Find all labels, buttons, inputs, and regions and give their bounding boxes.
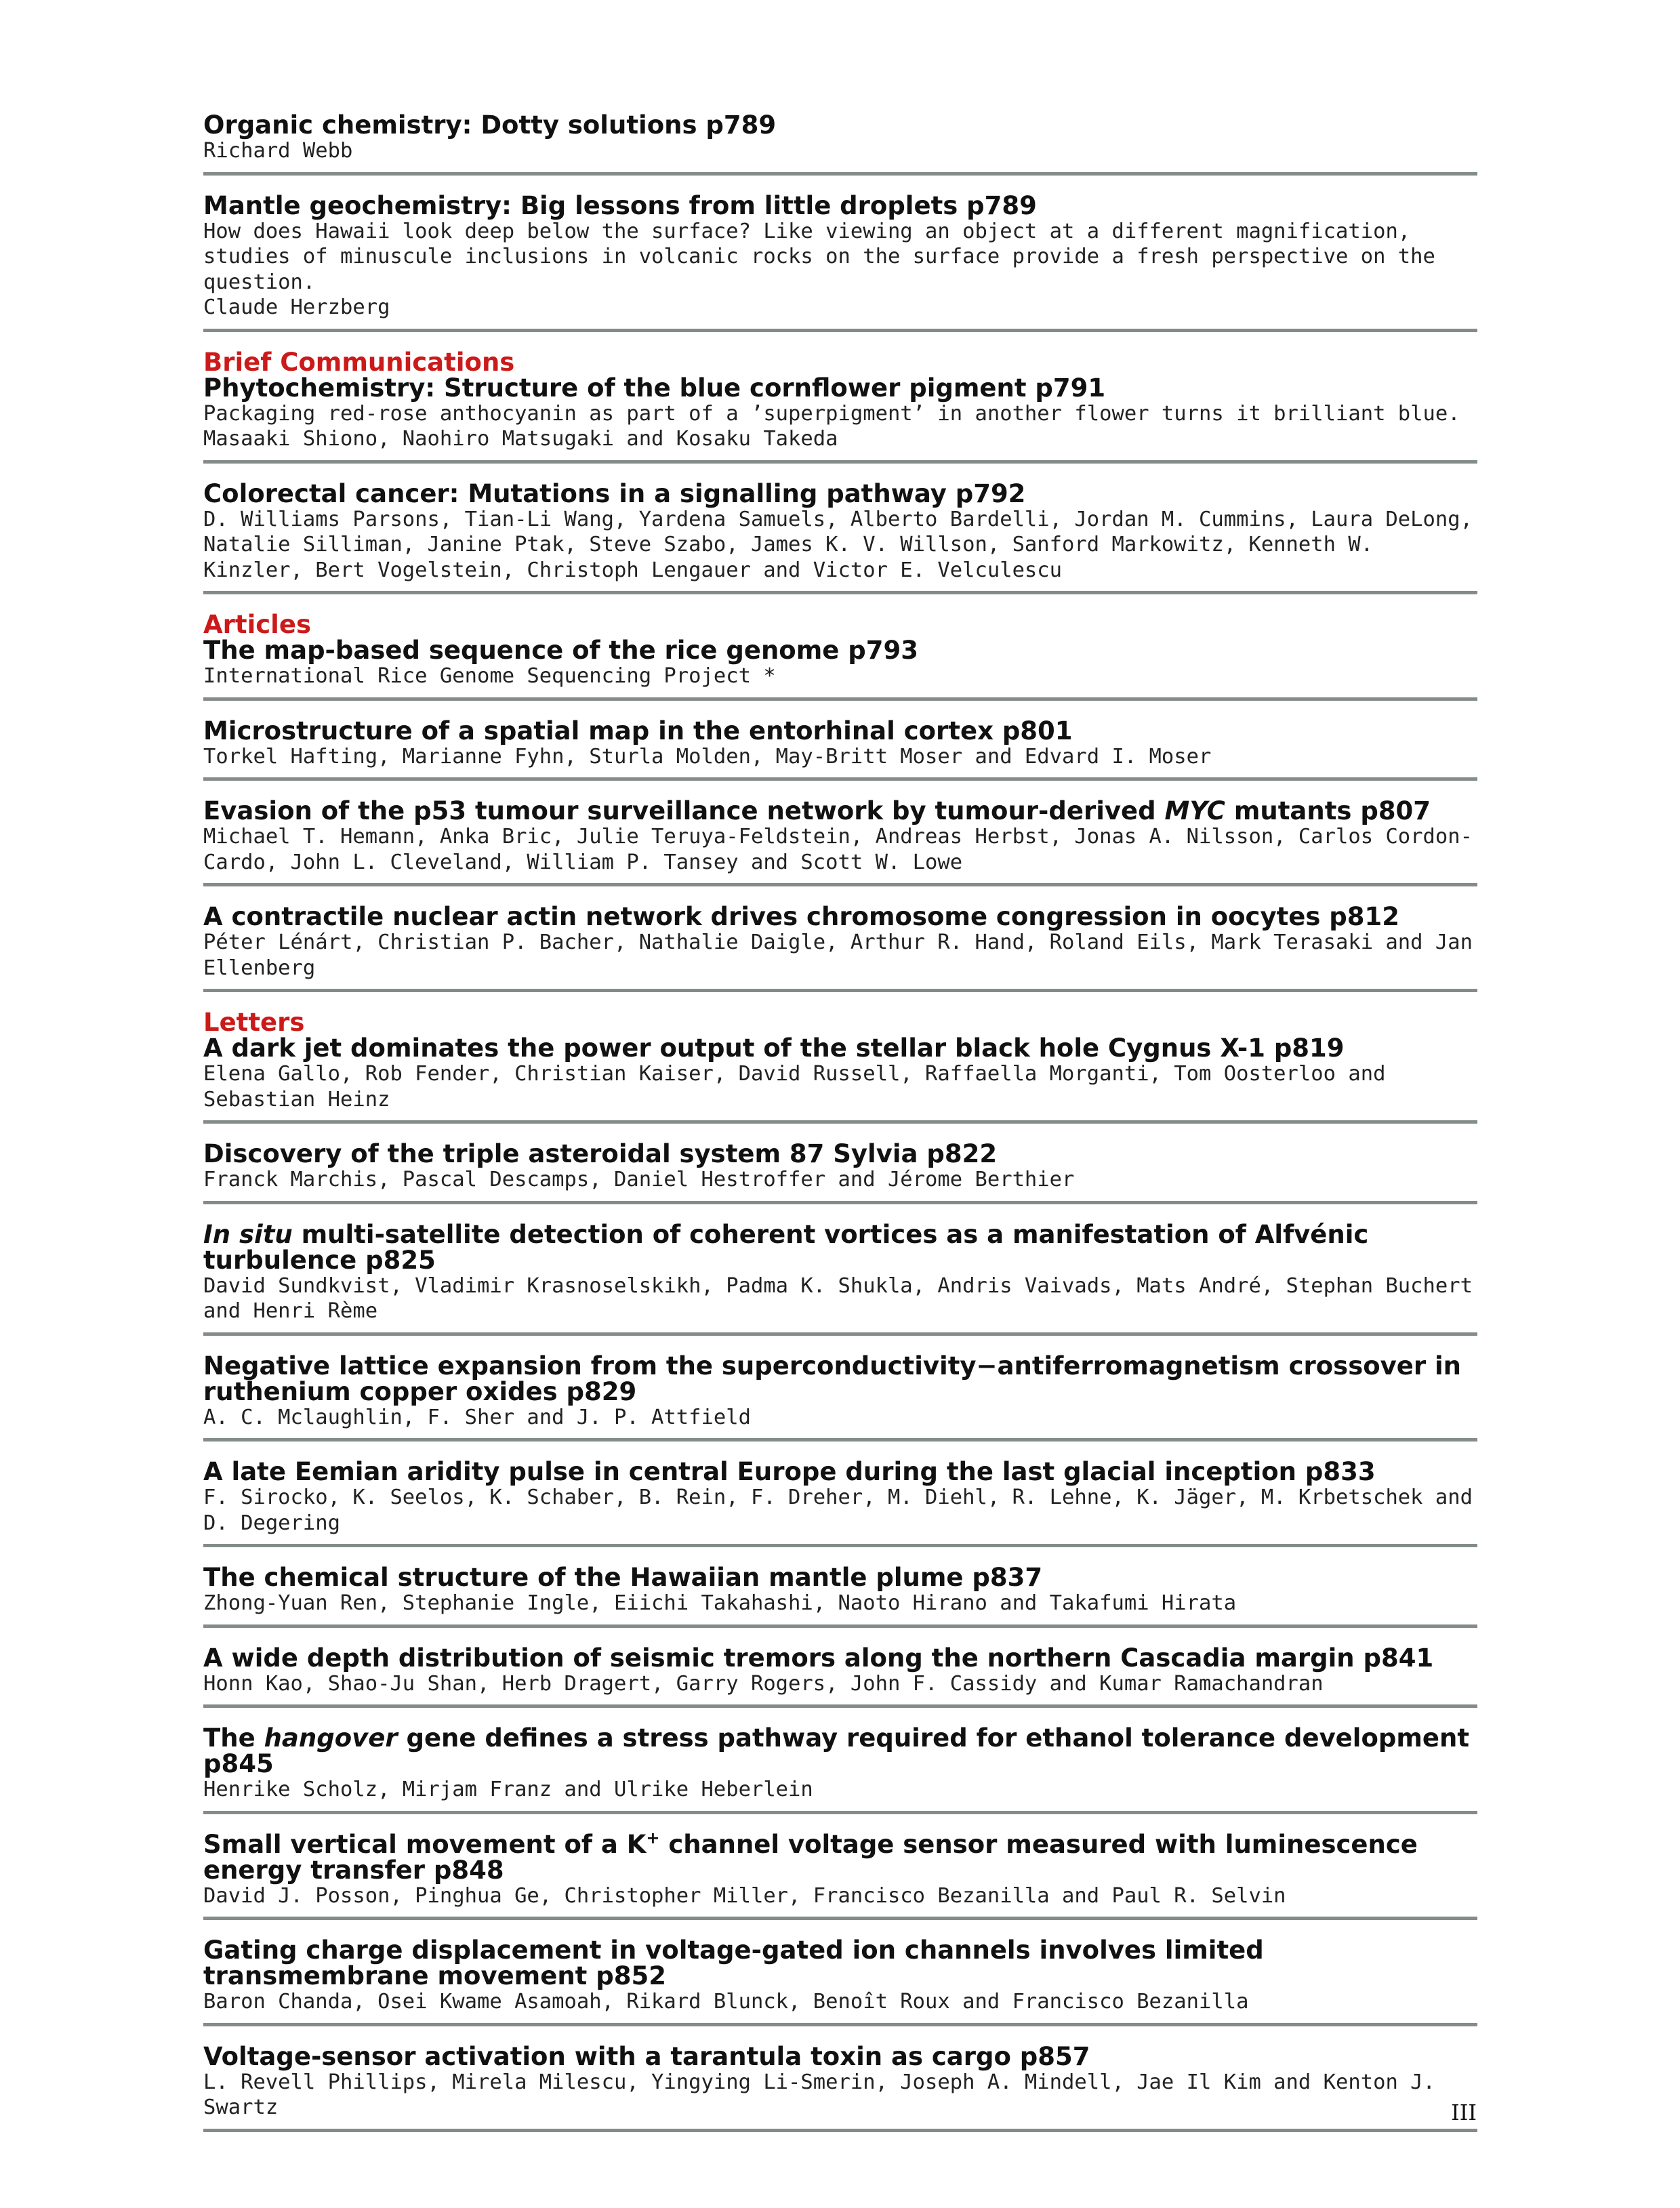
section-heading-articles: Articles [203,610,311,639]
divider [203,777,1477,781]
article-authors: Michael T. Hemann, Anka Bric, Julie Teruya-Feldstein, Andreas Herbst, Jonas A. Nilsson, Carlos Cordon-Cardo, John L. Cleveland, William P. Tansey and Scott W. Lowe [203,825,1473,874]
article-authors: Baron Chanda, Osei Kwame Asamoah, Rikard Blunck, Benoît Roux and Francisco Bezanilla [203,1990,1249,2013]
article-title[interactable]: A dark jet dominates the power output of the stellar black hole Cygnus X-1 p819 [203,1034,1345,1063]
title-italic-phrase: In situ [203,1219,293,1249]
title-part: gene defines a stress pathway required for ethanol tolerance development p845 [203,1723,1470,1778]
divider [203,2023,1477,2026]
toc-entry [203,1565,1477,1616]
article-authors: A. C. Mclaughlin, F. Sher and J. P. Attfield [203,1405,751,1429]
divider [203,460,1477,464]
divider [203,329,1477,332]
article-title[interactable]: The chemical structure of the Hawaiian mantle plume p837 [203,1563,1043,1592]
toc-entry [203,798,1477,875]
divider [203,1201,1477,1204]
article-authors: D. Williams Parsons, Tian-Li Wang, Yardena Samuels, Alberto Bardelli, Jordan M. Cummins, Laura DeLong, Natalie Silliman, Janine Ptak, Steve Szabo, James K. V. Willson, Sanford Markowitz, Kenneth W. Kinzler, Bert Vogelstein, Christoph Lengauer and Victor E. Velculescu [203,507,1473,582]
section-heading-letters: Letters [203,1008,305,1037]
divider [203,1917,1477,1920]
toc-entry [203,1459,1477,1536]
toc-entry [203,1353,1477,1431]
toc-entry [203,1141,1477,1193]
article-title[interactable] [203,1828,1477,1885]
toc-entry [203,1219,1477,1324]
title-part: Small vertical movement of a K [203,1829,647,1859]
article-authors: Masaaki Shiono, Naohiro Matsugaki and Kosaku Takeda [203,427,838,451]
title-italic-gene: hangover [264,1723,398,1753]
article-title[interactable]: The map-based sequence of the rice genome p793 [203,636,918,665]
article-authors: David J. Posson, Pinghua Ge, Christopher Miller, Francisco Bezanilla and Paul R. Selvin [203,1883,1286,1908]
title-part: The [203,1723,264,1753]
article-summary: How does Hawaii look deep below the surface? Like viewing an object at a different magnification, studies of minuscule inclusions in volcanic rocks on the surface provide a fresh perspective on the question. [203,219,1435,294]
article-title[interactable]: A contractile nuclear actin network drives chromosome congression in oocytes p812 [203,902,1400,931]
title-italic-gene: MYC [1164,796,1225,825]
toc-entry [203,347,1477,452]
divider [203,1624,1477,1628]
divider [203,1438,1477,1442]
article-authors: Zhong-Yuan Ren, Stephanie Ingle, Eiichi Takahashi, Naoto Hirano and Takafumi Hirata [203,1591,1237,1615]
article-title[interactable]: Microstructure of a spatial map in the entorhinal cortex p801 [203,716,1073,745]
section-heading-brief-communications: Brief Communications [203,347,515,377]
article-title[interactable]: Gating charge displacement in voltage-gated ion channels involves limited transmembrane movement p852 [203,1936,1264,1990]
article-title[interactable]: Negative lattice expansion from the superconductivity−antiferromagnetism crossover in ruthenium copper oxides p829 [203,1351,1461,1406]
toc-entry [203,1725,1477,1803]
article-summary: Packaging red-rose anthocyanin as part of a ’superpigment’ in another flower turns it brilliant blue. [203,401,1460,426]
article-authors: International Rice Genome Sequencing Project * [203,664,776,688]
article-title[interactable]: A wide depth distribution of seismic tremors along the northern Cascadia margin p841 [203,1643,1434,1673]
divider [203,172,1477,176]
article-authors: Henrike Scholz, Mirjam Franz and Ulrike Heberlein [203,1778,813,1801]
article-authors: L. Revell Phillips, Mirela Milescu, Yingying Li-Smerin, Joseph A. Mindell, Jae Il Kim and Kenton J. Swartz [203,2070,1435,2119]
article-title[interactable] [203,798,1477,824]
divider [203,989,1477,992]
article-authors: Torkel Hafting, Marianne Fyhn, Sturla Molden, May-Britt Moser and Edvard I. Moser [203,744,1212,769]
article-title[interactable] [203,1219,1477,1275]
divider [203,697,1477,701]
article-title[interactable]: Organic chemistry: Dotty solutions p789 [203,110,777,140]
divider [203,1704,1477,1708]
title-part: mutants p807 [1225,796,1431,825]
toc-entry [203,2041,1477,2121]
toc-entry [203,110,1477,164]
toc-entry [203,718,1477,770]
divider [203,883,1477,886]
article-authors: Richard Webb [203,139,353,163]
toc-entry [203,904,1477,981]
title-part: channel voltage sensor measured with luminescence energy transfer p848 [203,1829,1418,1885]
toc-entry [203,1645,1477,1697]
divider [203,1120,1477,1124]
divider [203,1811,1477,1814]
toc-entry [203,612,1477,689]
article-authors: Claude Herzberg [203,295,390,319]
toc-entry [203,1828,1477,1909]
article-authors: F. Sirocko, K. Seelos, K. Schaber, B. Rein, F. Dreher, M. Diehl, R. Lehne, K. Jäger, M. Krbetschek and D. Degering [203,1486,1473,1535]
article-title[interactable]: Discovery of the triple asteroidal system 87 Sylvia p822 [203,1139,998,1168]
article-title[interactable]: Colorectal cancer: Mutations in a signalling pathway p792 [203,478,1026,508]
toc-entry [203,1010,1477,1112]
table-of-contents [203,110,1477,2150]
divider [203,591,1477,594]
divider [203,2129,1477,2132]
article-authors: Honn Kao, Shao-Ju Shan, Herb Dragert, Garry Rogers, John F. Cassidy and Kumar Ramachandran [203,1671,1324,1696]
article-authors: Péter Lénárt, Christian P. Bacher, Nathalie Daigle, Arthur R. Hand, Roland Eils, Mark Terasaki and Jan Ellenberg [203,931,1473,980]
toc-entry [203,478,1477,584]
article-title[interactable] [203,1725,1477,1777]
article-title[interactable]: Voltage-sensor activation with a tarantula toxin as cargo p857 [203,2041,1090,2071]
toc-entry [203,190,1477,321]
article-title[interactable]: Mantle geochemistry: Big lessons from little droplets p789 [203,190,1037,220]
title-part: Evasion of the p53 tumour surveillance network by tumour-derived [203,796,1165,825]
divider [203,1332,1477,1336]
divider [203,1544,1477,1547]
article-authors: David Sundkvist, Vladimir Krasnoselskikh, Padma K. Shukla, Andris Vaivads, Mats André, Stephan Buchert and Henri Rème [203,1273,1473,1323]
article-authors: Franck Marchis, Pascal Descamps, Daniel Hestroffer and Jérome Berthier [203,1168,1075,1191]
article-authors: Elena Gallo, Rob Fender, Christian Kaiser, David Russell, Raffaella Morganti, Tom Oosterloo and Sebastian Heinz [203,1062,1386,1111]
toc-entry [203,1938,1477,2015]
article-title[interactable]: Phytochemistry: Structure of the blue cornflower pigment p791 [203,373,1106,403]
title-superscript: + [646,1828,660,1847]
page-number: III [1451,2100,1477,2125]
article-title[interactable]: A late Eemian aridity pulse in central Europe during the last glacial inception p833 [203,1457,1376,1486]
title-part: multi-satellite detection of coherent vortices as a manifestation of Alfvénic turbulence p825 [203,1219,1369,1275]
